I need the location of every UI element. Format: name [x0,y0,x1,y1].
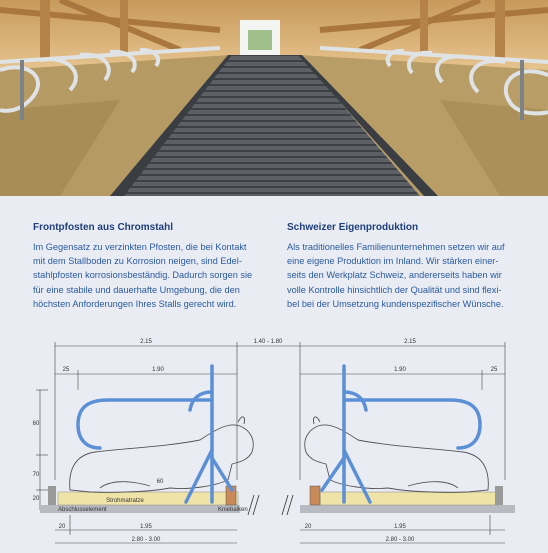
dim-total-right: 2.80 - 3.00 [385,537,415,543]
dim-total-left: 2.80 - 3.00 [131,537,161,543]
chromstahl-line: höchsten Anforderungen Ihres Stalls gerecht wird. [33,298,237,309]
dim-top-right: 2.15 [404,339,416,345]
dim-height-70: 70 [32,472,40,478]
dim-height-60: 60 [32,421,40,427]
label-knee-bar: Kniebalken [218,507,248,513]
eigenproduktion-section [287,222,527,311]
label-mattress: Strohmatratze [106,498,144,504]
dim-top-middle: 1.40 - 1.80 [253,339,283,345]
eigenproduktion-line: seits den Werkplatz Schweiz, andererseits haben wir [287,270,502,281]
label-end-element: Abschlusselement [58,507,107,513]
dim-post-height: 60 [156,479,164,485]
chromstahl-section [33,222,273,311]
chromstahl-line: Im Gegensatz zu verzinkten Pfosten, die bei Kontakt [33,242,247,252]
eigenproduktion-line: eine eigene Produktion im Inland. Wir stärken einer- [287,256,499,267]
dim-bottom-right-span: 1.95 [394,524,406,530]
chromstahl-line: mit dem Stallboden zu Korrosion neigen, sind Edel- [33,256,242,267]
dim-rail-left: 1.90 [152,367,164,373]
stall-technical-drawing [0,330,548,548]
barn-photo [0,0,548,196]
chromstahl-line: stahlpfosten korrosionsbeständig. Dadurch sorgen sie [33,270,253,281]
chromstahl-line: für eine stabile und dauerhafte Umgebung, die den [33,284,240,295]
eigenproduktion-line: Als traditionelles Familienunternehmen setzen wir auf [287,242,505,252]
eigenproduktion-line: volle Kontrolle hinsichtlich der Qualität und sind flexi- [287,284,502,295]
eigenproduktion-heading: Schweizer Eigenproduktion [287,222,419,233]
dim-bottom-left-span: 1.95 [140,524,152,530]
chromstahl-heading: Frontpfosten aus Chromstahl [33,222,174,233]
dim-height-20: 20 [32,496,40,502]
dim-left-offset: 25 [62,367,70,373]
dim-bottom-left-20: 20 [58,524,66,530]
dim-bottom-right-20: 20 [304,524,312,530]
dim-rail-right: 1.90 [394,367,406,373]
dim-top-left: 2.15 [140,339,152,345]
dim-right-offset: 25 [490,367,498,373]
eigenproduktion-line: bel bei der Umsetzung kundenspezifischer Wünsche. [287,298,504,309]
